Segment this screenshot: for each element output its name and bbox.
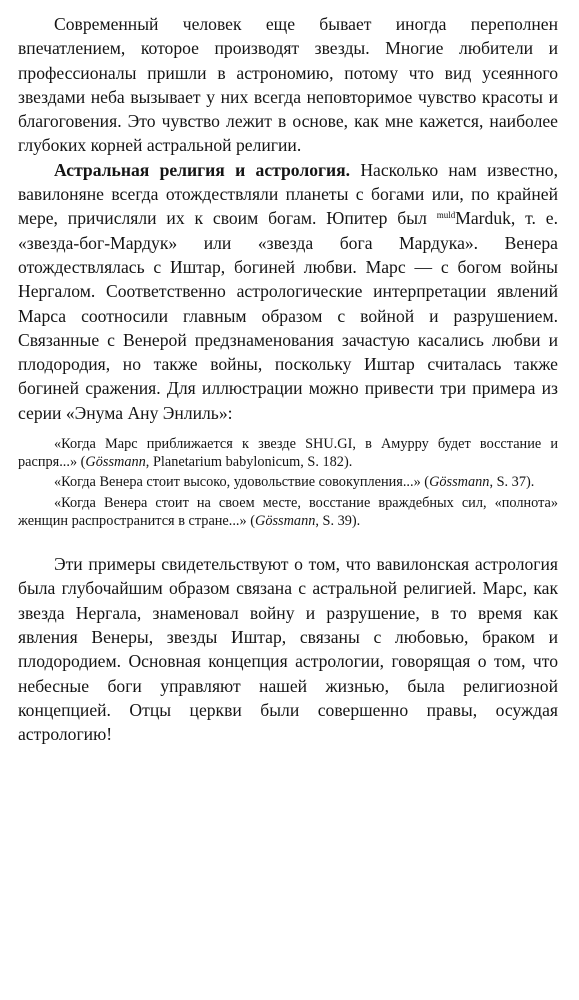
quote-item: «Когда Венера стоит высоко, удовольствие совокупления...» (Gössmann, S. 37). [54, 474, 535, 491]
section-heading: Астральная религия и астрология. [54, 159, 351, 180]
paragraph-intro: Современный человек еще бывает иногда переполнен впечатлением, которое производят звезды. Многие любители и профессионалы пришли в астрономию, потому что вид усеянного звездами неба вызывает у них всегда неповторимое чувство красоты и благоговения. Это чувство лежит в основе, как мне кажется, наиболее глубоких корней астральной религии. [18, 14, 558, 156]
quote-author: Gössmann [429, 474, 490, 491]
paragraph-conclusion: Эти примеры свидетельствуют о том, что вавилонская астрология была глубочайшим образом связана с астральной религией. Марс, как звезда Нергала, знаменовал войну и разрушение, в то время как явления Венеры, звезды Иштар, связаны с любовью, браком и плодородием. Основная концепция астрологии, говорящая о том, что небесные боги управляют нашей жизнью, была религиозной концепцией. Отцы церкви были совершенно правы, осуждая астрологию! [18, 554, 558, 745]
quote-item: «Когда Марс приближается к звезде SHU.GI, в Амурру будет восстание и распря...» (Gössmann, Planetarium babylonicum, S. 182). [18, 436, 558, 471]
superscript-mul: muld [436, 210, 456, 221]
paragraph-astral-religion [18, 158, 558, 425]
paragraph-text-b: Marduk, т. е. «звезда-бог-Мардук» или «звезда бога Мардука». Венера отождествлялась с Иштар, богиней любви. Марс — с богом войны Нергалом. Соответственно астрологические интерпретации явлений Марса соотносили главным образом с войной и разрушением. Связанные с Венерой предзнаменования зачастую касались любви и плодородия, но также войны, поскольку Иштар считалась также богиней сражения. Для иллюстрации можно привести три примера из серии «Энума Ану Энлиль»: [18, 208, 558, 423]
page-body [18, 12, 558, 746]
quote-list [18, 435, 558, 530]
quote-author: Gössmann [85, 454, 146, 471]
quote-author: Gössmann [255, 512, 316, 529]
paragraph-text-a: Насколько нам известно, вавилоняне всегда отождествляли планеты с богами или, по крайней мере, причисляли их к своим богам. Юпитер был [18, 159, 558, 229]
quote-item: «Когда Венера стоит на своем месте, восстание враждебных сил, «полнота» женщин распространится в стране...» (Gössmann, S. 39). [18, 494, 558, 529]
